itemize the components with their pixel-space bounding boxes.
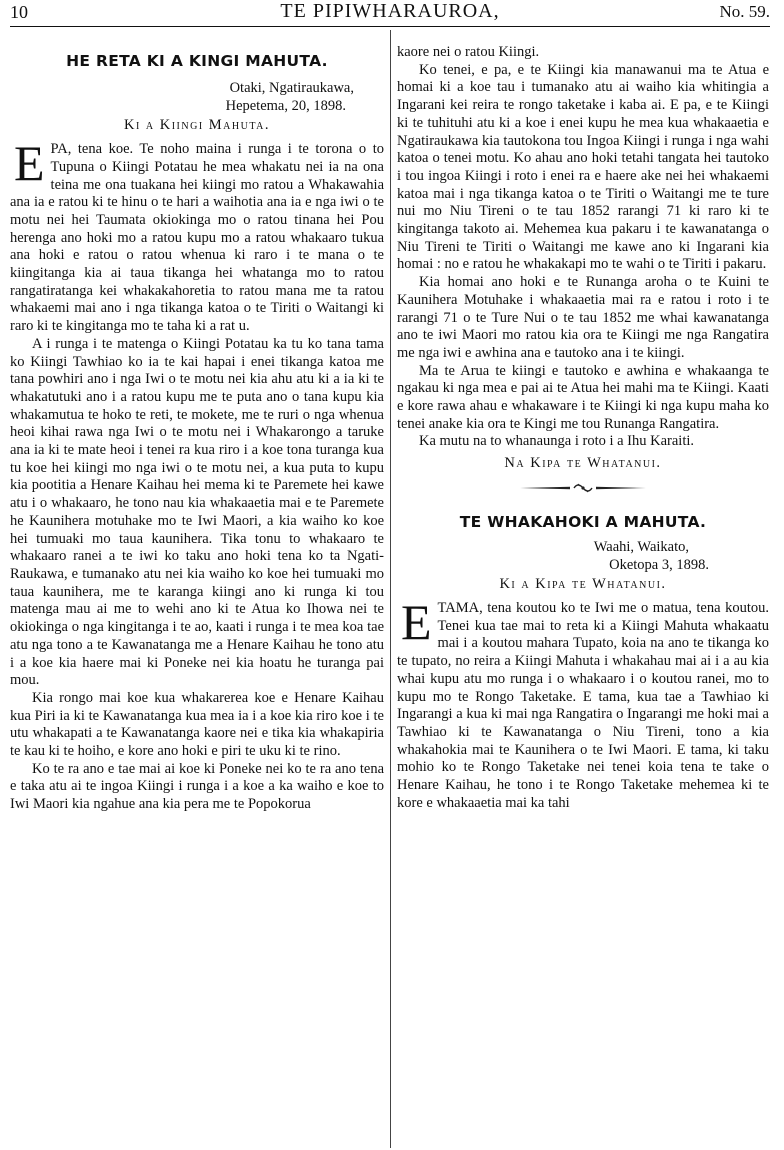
letter-salutation: Ki a Kiingi Mahuta. — [123, 117, 270, 134]
left-column — [10, 34, 384, 814]
article-heading: TE WHAKAHOKI A MAHUTA. — [459, 512, 707, 531]
paragraph — [397, 593, 769, 812]
header-rule — [10, 26, 770, 27]
letter-date: Hepetema, 20, 1898. — [225, 97, 346, 114]
paragraph: Ma te Arua te kiingi e tautoko e awhina e whakaanga te ngakau ki nga mea e pai ai te Atua hei mahi ma te Kiingi. Kaati e kore rawa ahau e whakaware i te Kiingi ki nga kupu maha ko tenei anake kia ora te Kingi me tou Runanga Rangatira. — [397, 362, 769, 432]
drop-cap: E — [401, 593, 432, 650]
paragraph-text: PA, tena koe. Te noho maina i runga i te torona o to Tupuna o Kiingi Potatau he mea whakatu nei ia na ona teina me ona tuakana hei kiingi mo ratou a Whakawahia ana ia e ratou ki te hinu o te hari a waihotia ana ia e nga iwi o te motu nei hei Taumata okiokinga mo o ratou tinana hei Pou herenga ano hoki mo a ratou kupu mo a ratou whakaaro tukua ana hoki e ratou o ratou whenua ki raro i te mana o te kiingitanga kia ai taua tikanga hei whatanga mo to ratou rangatiratanga kei whakakahoretia to ratou mana me ta ratou whakaemi mai ano i nga tikanga katoa o te Tiriti o Waitangi ki raro ki te kingitanga mo te taha ki a rat u. — [10, 141, 384, 335]
page-number: 10 — [10, 2, 28, 22]
column-divider — [390, 30, 391, 1148]
ornament-divider-icon — [397, 481, 769, 495]
paragraph: Ko tenei, e pa, e te Kiingi kia manawanui ma te Atua e homai ki a koe tau i tumanako atu ai waiho kia whitingia a Ingarani kei reira te rongo taketake i kaba ai. E pa, e te Kiingi ki te tuhituhi atu ki a koe i enei kupu he mea kua whakaaetia e Ngatiraukawa kia tautokona tou Ingoa Kiingi i runga i nga wahi katoa o tenei motu. Ko ahau ano hoki tetahi tangata hei tautoko i tou ingoa Kiingi i roto i enei ra e haere ake nei hei whakaemi katoa mai i nga tikanga katoa o te Tiriti o Waitangi me te ture nui mo Niu Tireni o te tau 1852 rarangi 71 ki raro ki te kingitanga takoto ai. Mehemea kua pakaru i te kawanatanga o Niu Tireni te Tiriti o Waitangi me kawe ano ki Ingarani kia homai : no e ratou he whakakapi mo te wahi o te Tiriti i pakaru. — [397, 61, 769, 273]
issue-number: No. 59. — [719, 2, 770, 21]
letter-signature: Na Kipa te Whatanui. — [504, 455, 662, 472]
paragraph: Ko te ra ano e tae mai ai koe ki Poneke nei ko te ra ano tena e taka atu ai te ingoa Kiingi i runga i a koe a ka waiho e koe to Iwi Maori kia ngahue ana kia pera me te Popokorua — [10, 760, 384, 813]
letter-salutation: Ki a Kipa te Whatanui. — [499, 576, 667, 593]
drop-cap: E — [14, 135, 45, 192]
paragraph — [10, 135, 384, 336]
letter-place: Waahi, Waikato, — [593, 538, 689, 555]
paragraph: Kia rongo mai koe kua whakarerea koe e Henare Kaihau kua Piri ia ki te Kawanatanga kua mea ia i a koe kia riro koe i te utu whakapati a te Kawanatanga kaore nei e tika kia whakapiria te kau ki te hoiho, e kore ano hoki e piri te uku ki te rino. — [10, 689, 384, 760]
paragraph-text: TAMA, tena koutou ko te Iwi me o matua, tena koutou. Tenei kua tae mai to reta ki a Kiingi Mahuta whakaatu mai i a koutou mahara Tupato, koia na ano te tikanga ko te tupato, no reira a Kiingi Mahuta i whakahau mai ai i a au kia whai kupu atu mo runga i o whakaaro i o koutou ranei, mo to kupu mo te Rongo Taketake. E tama, kua tae a Tawhiao ki Ingarangi a kua ki mai nga Rangatira o Ingarangi me hoki mai a Tawhiao ki te Kawanatanga o Niu Tireni, tono a kia whakahokia mai te Kaunihera o te Iwi Maori. E tama, ki taku mohio ko te Rongo Taketake nei tenei koia tena te take o Henare Kaihau, he tono i te Rongo Taketake mehemea ki te kore e whakaaetia mai ka tahi — [397, 599, 769, 811]
paragraph: Ka mutu na to whanaunga i roto i a Ihu Karaiti. — [419, 433, 695, 450]
right-column — [397, 44, 769, 812]
letter-place: Otaki, Ngatiraukawa, — [229, 80, 354, 96]
page-header — [10, 0, 770, 26]
paragraph: A i runga i te matenga o Kiingi Potatau ka tu ko tana tama ko Kiingi Tawhiao ko ia te kai hapai i enei tikanga katoa me tana powhiri ano i nga Iwi o te motu nei kia ahu atu ki a ia ki te whakatutuki ano i a ratou kupu me te puta ano o tana kupu kia whakamutua te hoko te reti, te mokete, me te ruri o nga whenua heoi kihai rawa nga Iwi o te motu nei i Whakarongo a taruke ana ia ki te mate heoi i tenei ra kua riro i a koe tona turanga kua tu koe hei kiingi mo nga iwi o te motu nei, a kua puta to kupu kia pootitia a Henare Kaihau hei mema ki te Paremete hei kawe atu i o whakaaro, he tono nau kia whakaaetia mai e te Paremete he Kaunihera motuhake mo te Iwi Maori, a kia waiho ko koe hei tumuaki mo taua kaunihera. Tika tonu to whakaaro te whakaaro ranei a te iwi ko taku ano hoki tena ko ta Ngati-Raukawa, e tumanako atu nei kia waiho ko koe hei tumuaki mo taua kaunihera, me te karanga kiingi ano ki runga ki tou matenga mau ai me to wehi ano ki te Atua ko Ihowa nei te okiokinga o nga kingitanga i te ao, kaati i runga i te mea koa tae atu nga tono a te Kawanatanga me a Henare Kaihau he tono atu i a koe kia haere mai ki Poneke nei kia hoatu he turanga pai mou. — [10, 335, 384, 689]
article-heading: HE RETA KI A KINGI MAHUTA. — [66, 52, 328, 70]
letter-date: Oketopa 3, 1898. — [609, 556, 709, 573]
paragraph: Kia homai ano hoki e te Runanga aroha o te Kuini te Kaunihera Motuhake i whakaaetia mai ra e ratou i roto i te rarangi 71 o te Ture Nui o te tau 1852 me whai kawanatanga ano te iwi Maori mo ratou kia ora te Kiingi me nga Rangatira me nga iwi e awhina ana e tautoko ana i te kiingi. — [397, 274, 769, 361]
newspaper-title: TE PIPIWHARAUROA, — [280, 0, 500, 22]
paragraph-continued: kaore nei o ratou Kiingi. — [397, 44, 540, 60]
